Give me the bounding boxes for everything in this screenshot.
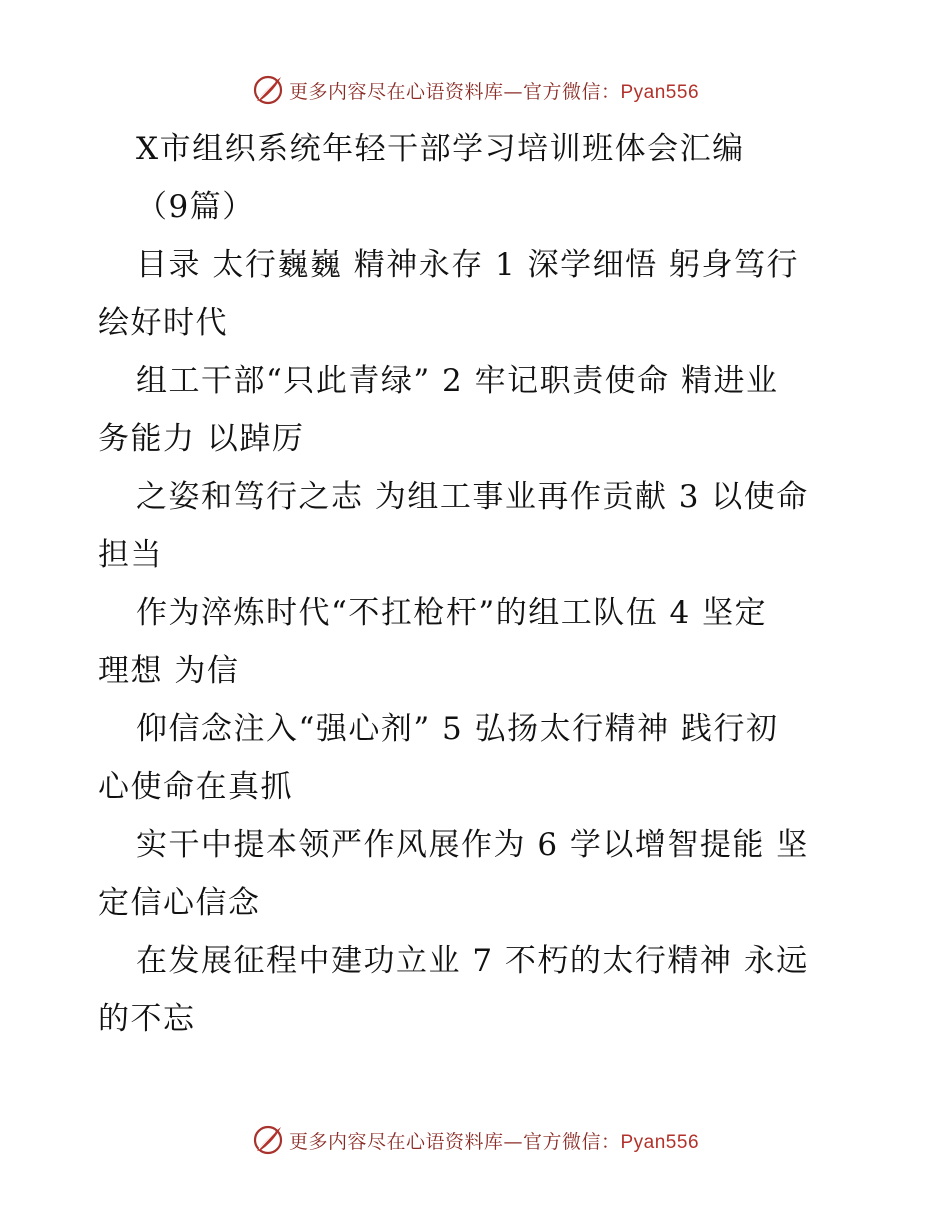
document-title-count: （9篇）	[136, 189, 255, 225]
toc-line: 理想 为信	[98, 653, 240, 689]
toc-line: 目录 太行巍巍 精神永存 1 深学细悟 躬身笃行	[136, 247, 799, 283]
toc-line: 在发展征程中建功立业 7 不朽的太行精神 永远	[136, 943, 809, 979]
header-wechat-id: Pyan556	[620, 81, 700, 103]
toc-line: 之姿和笃行之志 为组工事业再作贡献 3 以使命	[136, 479, 809, 515]
toc-line: 实干中提本领严作风展作为 6 学以增智提能 坚	[136, 827, 809, 863]
toc-line: 务能力 以踔厉	[98, 421, 305, 457]
toc-line: 绘好时代	[98, 305, 228, 341]
header-watermark-banner	[0, 70, 950, 110]
toc-line: 心使命在真抓	[98, 769, 293, 805]
document-title: X市组织系统年轻干部学习培训班体会汇编	[136, 131, 745, 167]
footer-banner-text: 更多内容尽在心语资料库—官方微信：Pyan556	[288, 1130, 700, 1153]
toc-line: 仰信念注入“强心剂” 5 弘扬太行精神 践行初	[136, 711, 779, 747]
document-body	[98, 120, 853, 1048]
toc-line: 组工干部“只此青绿” 2 牢记职责使命 精进业	[136, 363, 779, 399]
toc-line: 担当	[98, 537, 163, 573]
toc-line: 的不忘	[98, 1001, 196, 1037]
footer-watermark-banner	[0, 1120, 950, 1160]
footer-wechat-id: Pyan556	[620, 1131, 700, 1153]
toc-line: 定信心信念	[98, 885, 261, 921]
quill-pen-logo-icon	[251, 1123, 285, 1157]
header-banner-text: 更多内容尽在心语资料库—官方微信：Pyan556	[288, 80, 700, 103]
quill-pen-logo-icon	[251, 73, 285, 107]
toc-line: 作为淬炼时代“不扛枪杆”的组工队伍 4 坚定	[136, 595, 768, 631]
